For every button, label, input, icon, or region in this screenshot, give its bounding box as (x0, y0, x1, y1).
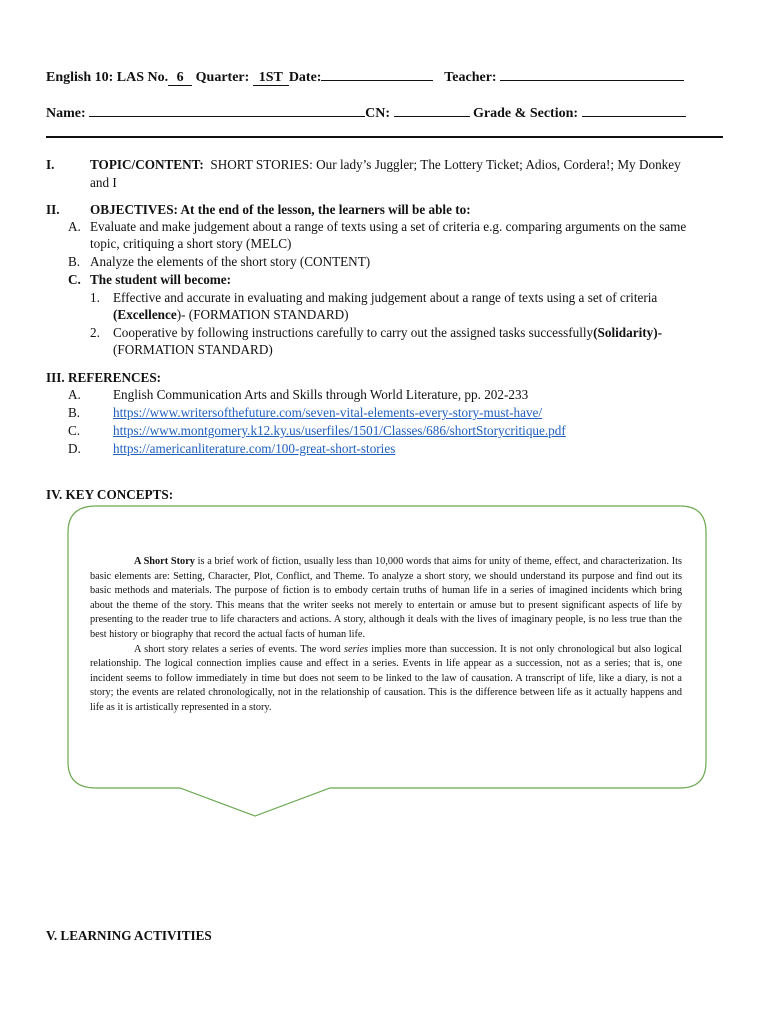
objective-c2-text: Cooperative by following instructions carefully to carry out the assigned tasks successfully (113, 325, 594, 340)
excellence-label: (Excellence (113, 307, 177, 322)
topic-line-2: and I (90, 175, 117, 190)
topic-text: SHORT STORIES: Our lady’s Juggler; The Lottery Ticket; Adios, Cordera!; My Donkey (210, 157, 681, 172)
reference-c-letter: C. (68, 423, 81, 438)
objective-c1-number: 1. (90, 290, 100, 305)
objective-c1-rest: )- (FORMATION STANDARD) (176, 307, 349, 322)
date-label: Date: (288, 70, 322, 85)
objective-b-text: Analyze the elements of the short story (CONTENT) (90, 254, 371, 269)
solidarity-label: (Solidarity)- (593, 325, 663, 340)
objective-c2-line-2: (FORMATION STANDARD) (113, 342, 273, 357)
quarter-label: Quarter: (195, 70, 250, 85)
grade-section-label: Grade & Section: (473, 106, 579, 121)
subject-label: English 10: LAS No. (46, 70, 169, 85)
learning-activities-label: V. LEARNING ACTIVITIES (46, 928, 212, 943)
objective-a-line-1: Evaluate and make judgement about a range of texts using a set of criteria e.g. comparing arguments on the same (90, 219, 687, 234)
key-concepts-paragraph-2 (90, 643, 682, 716)
objective-c-letter: C. (68, 272, 81, 287)
objective-a-line-2: topic, critiquing a short story (MELC) (90, 236, 292, 251)
paragraph-1-text: is a brief work of fiction, usually less than 10,000 words that aims for unity of theme, effect, and characterization. Its basic elements are: Setting, Character, Plot, Conflict, and Theme. To analyze a short story, we should understand its purpose and find out its basic methods and materials. The purpose of fiction is to embody certain truths of human life in a series of imagined incidents which bring about the theme of the story. This means that the writer seeks not merely to entertain or amuse but to present significant aspects of life by presenting to the reader true to life characters and actions. A story, although it deals with the lives of imaginary people, is no less true than the best history or biography that record the actual facts of human life. (90, 556, 682, 640)
key-concepts-text (90, 555, 682, 716)
reference-a-text: English Communication Arts and Skills through World Literature, pp. 202-233 (113, 387, 529, 402)
paragraph-2-text-b: implies more than succession. It is not only chronological but also logical relationship. The logical connection implies cause and effect in a series. Events in life appear as a succession, not as a series; that is, one incident seems to follow immediately in time but does not seem to be linked to the law of causation. A transcript of life, like a diary, is not a story; the events are related chronologically, not in the relationship of causation. This is the difference between life as it actually happens and life as it is artistically represented in a story. (90, 643, 682, 713)
objective-a-letter: A. (68, 219, 81, 234)
key-concepts-paragraph-1 (90, 555, 682, 643)
short-story-term: A Short Story (134, 556, 195, 567)
paragraph-2-text-a: A short story relates a series of events. The word (134, 643, 344, 655)
key-concepts-label: IV. KEY CONCEPTS: (46, 487, 174, 502)
series-term: series (344, 643, 369, 655)
references-label: III. REFERENCES: (46, 370, 162, 385)
teacher-label: Teacher: (444, 70, 497, 85)
reference-d-letter: D. (68, 441, 81, 456)
objectives-number: II. (46, 202, 60, 217)
objective-c1-line-1: Effective and accurate in evaluating and making judgement about a range of texts using a set of criteria (113, 290, 658, 305)
objective-b-letter: B. (68, 254, 81, 269)
objective-c2-number: 2. (90, 325, 100, 340)
reference-b-link[interactable]: https://www.writersofthefuture.com/seven-vital-elements-every-story-must-have/ (113, 405, 543, 420)
reference-d-link[interactable]: https://americanliterature.com/100-great-short-stories (113, 441, 396, 456)
reference-c-link[interactable]: https://www.montgomery.k12.ky.us/userfiles/1501/Classes/686/shortStorycritique.pdf (113, 423, 566, 438)
reference-b-letter: B. (68, 405, 81, 420)
las-number: 6 (168, 70, 192, 86)
name-label: Name: (46, 106, 86, 121)
cn-label: CN: (365, 106, 391, 121)
topic-number: I. (46, 157, 55, 172)
reference-a-letter: A. (68, 387, 81, 402)
objective-c-text: The student will become: (90, 272, 232, 287)
quarter-value: 1ST (253, 70, 289, 86)
objectives-label: OBJECTIVES: At the end of the lesson, the learners will be able to: (90, 202, 471, 217)
topic-label: TOPIC/CONTENT: (90, 157, 204, 172)
